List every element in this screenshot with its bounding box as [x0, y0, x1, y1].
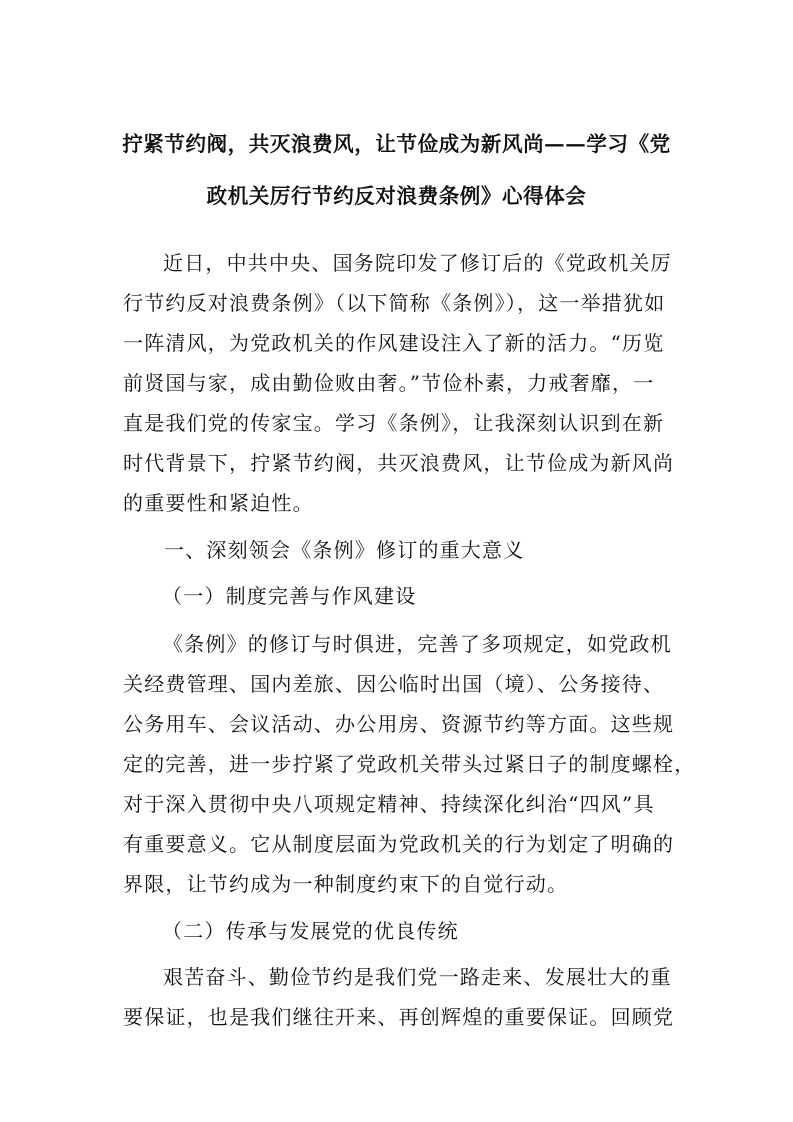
paragraph-2-line-6: 有重要意义。它从制度层面为党政机关的行为划定了明确的 [123, 832, 675, 856]
section-1-heading: 一、深刻领会《条例》修订的重大意义 [164, 538, 525, 562]
paragraph-3-line-1: 艰苦奋斗、勤俭节约是我们党一路走来、发展壮大的重 [163, 965, 672, 989]
paragraph-1-line-2: 行节约反对浪费条例》（以下简称《条例》），这一举措犹如 [123, 291, 666, 315]
paragraph-1-line-3: 一阵清风，为党政机关的作风建设注入了新的活力。“历览 [123, 331, 665, 355]
paragraph-3-line-2: 要保证，也是我们继往开来、再创辉煌的重要保证。回顾党 [123, 1005, 675, 1029]
paragraph-2-line-5: 对于深入贯彻中央八项规定精神、持续深化纠治“四风”具 [123, 792, 655, 816]
document-title-line-2: 政机关厉行节约反对浪费条例》心得体会 [206, 184, 587, 208]
paragraph-2-line-7: 界限，让节约成为一种制度约束下的自觉行动。 [123, 872, 569, 896]
subsection-2-heading: （二）传承与发展党的优良传统 [162, 919, 459, 943]
paragraph-1-line-5: 直是我们党的传家宝。学习《条例》，让我深刻认识到在新 [123, 411, 665, 435]
document-title-line-1: 拧紧节约阀，共灭浪费风，让节俭成为新风尚——学习《党 [122, 132, 671, 156]
paragraph-1-line-6: 时代背景下，拧紧节约阀，共灭浪费风，让节俭成为新风尚 [123, 451, 675, 475]
paragraph-2-line-3: 公务用车、会议活动、办公用房、资源节约等方面。这些规 [123, 712, 675, 736]
paragraph-2-line-2: 关经费管理、国内差旅、因公临时出国（境）、公务接待、 [123, 672, 665, 696]
paragraph-2-line-1: 《条例》的修订与时俱进，完善了多项规定，如党政机 [163, 632, 672, 656]
paragraph-2-line-4: 定的完善，进一步拧紧了党政机关带头过紧日子的制度螺栓， [123, 752, 696, 776]
paragraph-1-line-4: 前贤国与家，成由勤俭败由奢。”节俭朴素，力戒奢靡，一 [123, 371, 655, 395]
subsection-1-heading: （一）制度完善与作风建设 [162, 584, 417, 608]
paragraph-1-line-1: 近日，中共中央、国务院印发了修订后的《党政机关厉 [163, 251, 672, 275]
paragraph-1-line-7: 的重要性和紧迫性。 [123, 491, 314, 515]
